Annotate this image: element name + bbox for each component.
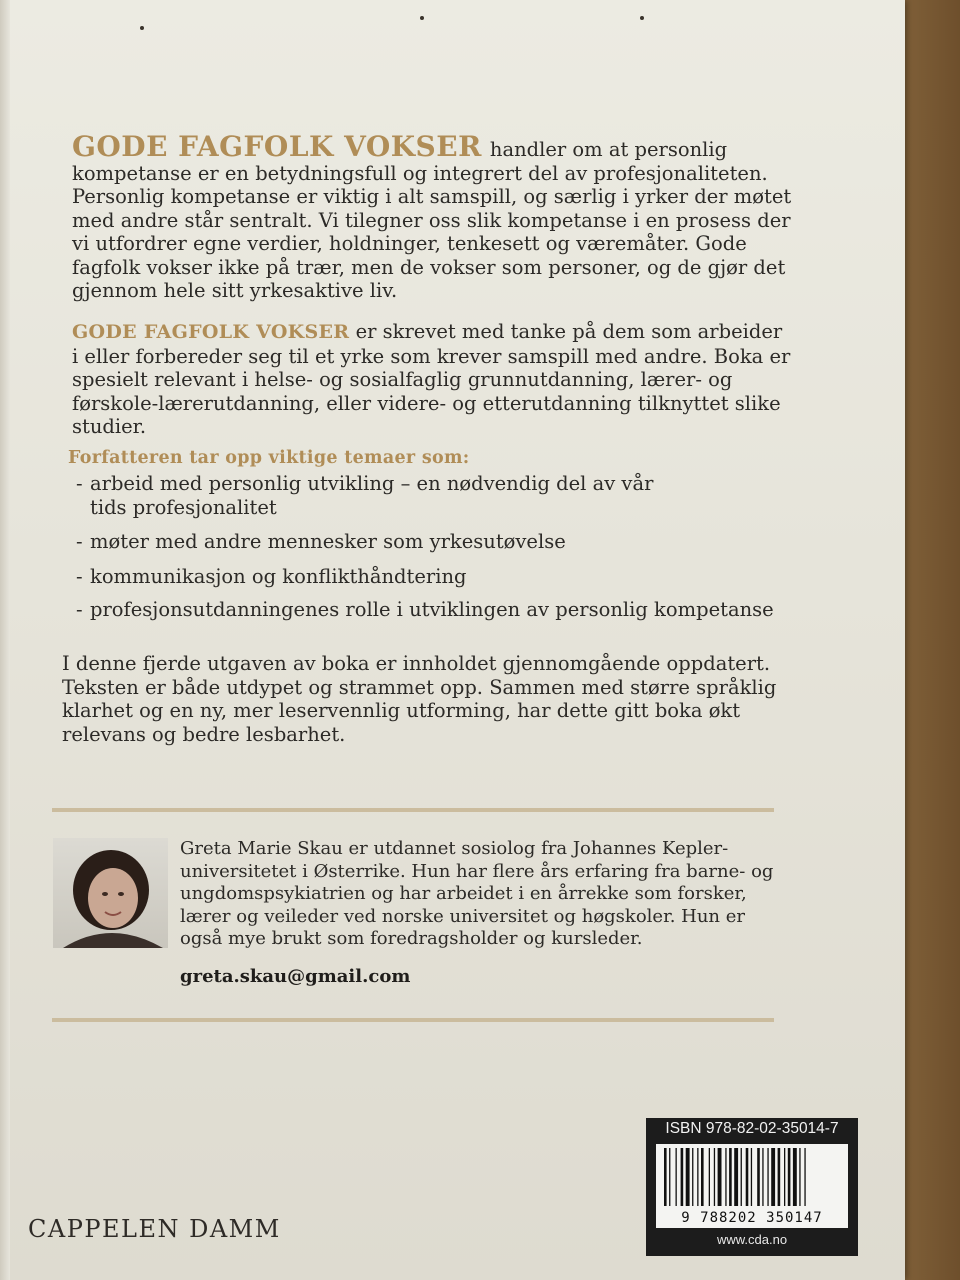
topic-item (76, 472, 796, 519)
topic-item (76, 565, 796, 589)
isbn-number: ISBN 978-82-02-35014-7 (665, 1120, 839, 1137)
author-email: greta.skau@gmail.com (180, 966, 411, 987)
publisher-logo: CAPPELEN DAMM (28, 1215, 281, 1243)
dust-speck (140, 26, 144, 30)
topic-dash: - (76, 472, 83, 495)
author-portrait-icon (53, 838, 168, 948)
barcode-bars-icon (656, 1144, 848, 1210)
blurb-paragraph-2-text: er skrevet med tanke på dem som arbeider i eller forbereder seg til et yrke som krever samspill med andre. Boka er spesielt relevant i helse- og sosialfaglig grunnutdanning, lærer- og førskole-lærerutdanning, eller videre- og etterutdanning tilknyttet slike studier. (72, 320, 791, 438)
book-title-heading: GODE FAGFOLK VOKSER (72, 130, 482, 163)
topic-item (76, 598, 796, 622)
barcode (656, 1144, 848, 1228)
divider-bottom (52, 1018, 774, 1022)
barcode-digits: 9 788202 350147 (681, 1210, 823, 1226)
topic-text: kommunikasjon og konflikthåndtering (90, 565, 467, 588)
author-photo (53, 838, 168, 948)
publisher-url: www.cda.no (716, 1232, 788, 1247)
topic-dash: - (76, 565, 83, 588)
topic-dash: - (76, 598, 83, 621)
blurb-paragraph-2 (72, 320, 792, 439)
topic-item (76, 530, 796, 554)
author-bio: Greta Marie Skau er utdannet sosiolog fra Johannes Kepler-universitetet i Østerrike. Hun har flere års erfaring fra barne- og ungdomspsykiatrien og har arbeidet i en årrekke som forsker, lærer og veileder ved norske universitet og høgskoler. Hun er også mye brukt som foredragsholder og kursleder. (180, 838, 774, 949)
book-title-inline: GODE FAGFOLK VOKSER (72, 321, 350, 343)
topic-text-continued: tids profesjonalitet (90, 495, 277, 519)
divider-top (52, 808, 774, 812)
blurb-paragraph-1-text: handler om at personlig kompetanse er en betydningsfull og integrert del av profesjonaliteten. Personlig kompetanse er viktig i alt samspill, og særlig i yrker der møtet med andre står sentralt. Vi tilegner oss slik kompetanse i en prosess der vi utfordrer egne verdier, holdninger, tenkesett og væremåter. Gode fagfolk vokser ikke på trær, men de vokser som personer, og de gjør det gjennom hele sitt yrkesaktive liv. (72, 138, 792, 302)
isbn-block (646, 1118, 858, 1256)
topic-text: profesjonsutdanningenes rolle i utviklingen av personlig kompetanse (90, 598, 774, 621)
dust-speck (420, 16, 424, 20)
cover-edge (0, 0, 10, 1280)
topic-dash: - (76, 530, 83, 553)
dust-speck (640, 16, 644, 20)
topic-text: møter med andre mennesker som yrkesutøvelse (90, 530, 566, 553)
blurb-paragraph-3: I denne fjerde utgaven av boka er innholdet gjennomgående oppdatert. Teksten er både utdypet og strammet opp. Sammen med større språklig klarhet og en ny, mer leservennlig utforming, har dette gitt boka økt relevans og bedre lesbarhet. (62, 652, 777, 746)
blurb-paragraph-1 (72, 130, 792, 303)
topic-text: arbeid med personlig utvikling – en nødvendig del av vår (90, 472, 654, 495)
topics-intro: Forfatteren tar opp viktige temaer som: (68, 448, 470, 468)
